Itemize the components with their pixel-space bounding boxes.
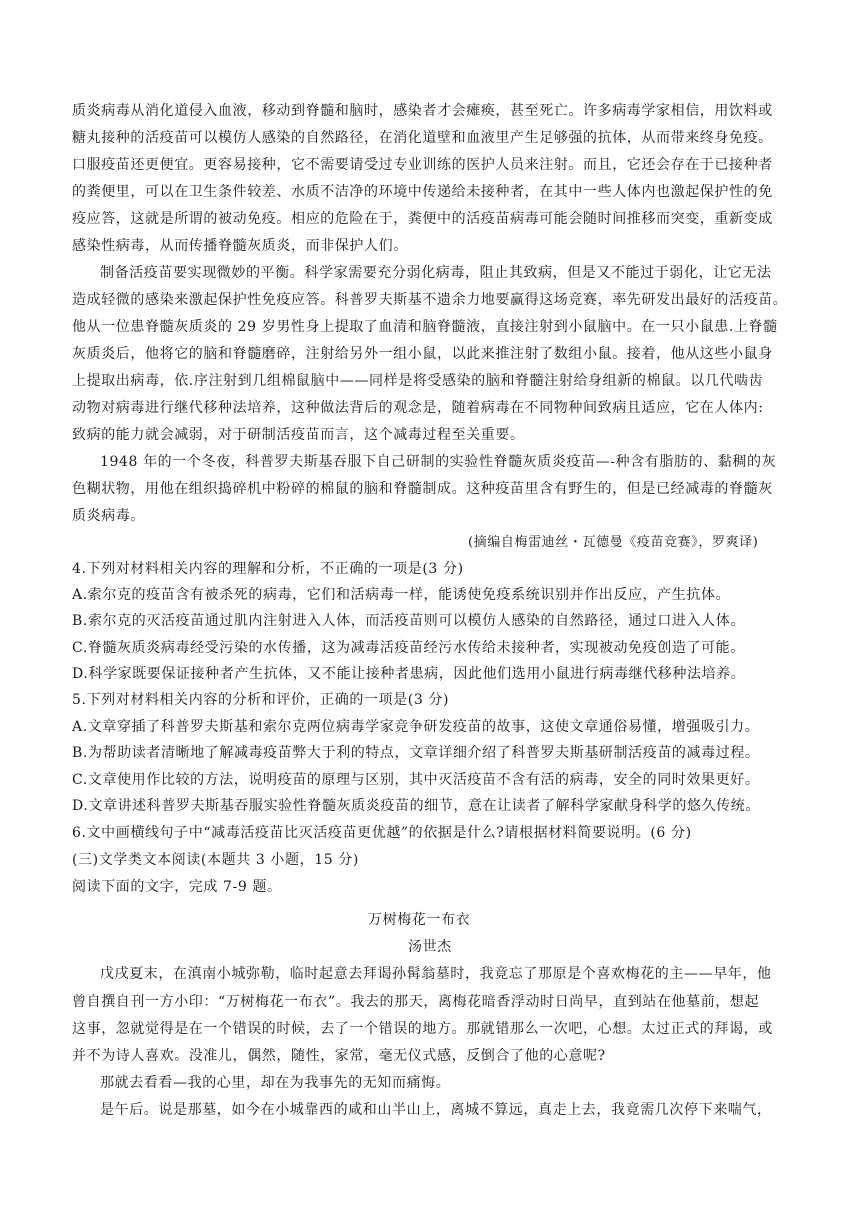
article-p2-line: 动物对病毒进行继代移种法培养，这种做法背后的观念是，随着病毒在不同物种间致病且适应，它在人体内: bbox=[72, 400, 764, 416]
story-p1-line: 并不为诗人喜欢。没准儿，偶然，随性，家常，毫无仪式感，反倒合了他的心意呢? bbox=[72, 1048, 606, 1064]
article-p1-line: 疫应答，这就是所谓的被动免疫。相应的危险在于，粪便中的活疫苗病毒可能会随时间推移而突变，重新变成 bbox=[72, 211, 773, 227]
question-4-option-a: A.索尔克的疫苗含有被杀死的病毒，它们和活病毒一样，能诱使免疫系统识别并作出反应，产生抗体。 bbox=[72, 587, 731, 603]
article-p2-line: 致病的能力就会减弱，对于研制活疫苗而言，这个减毒过程至关重要。 bbox=[72, 427, 525, 443]
question-5-stem: 5.下列对材料相关内容的分析和评价，正确的一项是(3 分) bbox=[72, 692, 450, 708]
question-5-option-d: D.文章讲述科普罗夫斯基吞服实验性脊髓灰质炎疫苗的细节，意在让读者了解科学家献身科学的悠久传统。 bbox=[72, 798, 760, 814]
article-p2-line: 灰质炎后，他将它的脑和脊髓磨碎，注射给另外一组小鼠，以此来推注射了数组小鼠。接着，他从这些小鼠身 bbox=[72, 346, 773, 362]
article-p2-line: 造成轻微的感染来激起保护性免疫应答。科普罗夫斯基不遗余力地要赢得这场竞赛，率先研发出最好的活疫苗。 bbox=[72, 292, 788, 308]
question-4-option-c: C.脊髓灰质炎病毒经受污染的水传播，这为减毒活疫苗经污水传给未接种者，实现被动免疫创造了可能。 bbox=[72, 640, 745, 656]
article-p1-line: 糖丸接种的活疫苗可以模仿人感染的自然路径，在消化道壁和血液里产生足够强的抗体，从而带来终身免疫。 bbox=[72, 130, 773, 146]
story-p2: 那就去看看—我的心里，却在为我事先的无知而痛悔。 bbox=[100, 1075, 451, 1091]
section-3-heading: (三)文学类文本阅读(本题共 3 小题，15 分) bbox=[72, 852, 359, 868]
story-p1-line: 曾自撰自刊一方小印：“万树梅花一布衣”。我去的那天，离梅花暗香浮动时日尚早，直到站在他墓前，想起 bbox=[72, 994, 760, 1010]
question-5-option-b: B.为帮助读者清晰地了解减毒疫苗弊大于利的特点，文章详细介绍了科普罗夫斯基研制活疫苗的减毒过程。 bbox=[72, 745, 760, 761]
article-p2-line: 他从一位患脊髓灰质炎的 29 岁男性身上提取了血清和脑脊髓液，直接注射到小鼠脑中。在一只小鼠患.上脊髓 bbox=[72, 319, 778, 335]
article-p3-line: 质炎病毒。 bbox=[72, 508, 145, 524]
story-p1-line: 戊戌夏末，在滇南小城弥勒，临时起意去拜谒孙髯翁墓时，我竟忘了那原是个喜欢梅花的主——早年，他 bbox=[100, 966, 772, 982]
article-p1-line: 感染性病毒，从而传播脊髓灰质炎，而非保护人们。 bbox=[72, 238, 408, 254]
article-p3-line: 1948 年的一个冬夜，科普罗夫斯基吞服下自己研制的实验性脊髓灰质炎疫苗—-种含有脂肪的、黏稠的灰 bbox=[100, 454, 777, 470]
question-5-option-a: A.文章穿插了科普罗夫斯基和索尔克两位病毒学家竞争研发疫苗的故事，这使文章通俗易懂，增强吸引力。 bbox=[72, 719, 760, 735]
source-attribution: (摘编自梅雷迪丝・瓦德曼《疫苗竞赛》，罗爽译) bbox=[468, 535, 759, 550]
article-p2-line: 制备活疫苗要实现微妙的平衡。科学家需要充分弱化病毒，阻止其致病，但是又不能过于弱化，让它无法 bbox=[100, 265, 772, 281]
story-p3-line: 是午后。说是那墓，如今在小城靠西的咸和山半山上，离城不算远，真走上去，我竟需几次停下来喘气， bbox=[100, 1102, 772, 1118]
article-p3-line: 色糊状物，用他在组织捣碎机中粉碎的棉鼠的脑和脊髓制成。这种疫苗里含有野生的，但是已经减毒的脊髓灰 bbox=[72, 481, 773, 497]
question-6: 6.文中画横线句子中“减毒活疫苗比灭活疫苗更优越”的依据是什么?请根据材料简要说明。(6 分) bbox=[72, 825, 692, 841]
article-p2-line: 上提取出病毒，依.序注射到几组棉鼠脑中——同样是将受感染的脑和脊髓注射给身组新的棉鼠。以几代啮齿 bbox=[72, 373, 764, 389]
article-p1-line: 口服疫苗还更便宜。更容易接种，它不需要请受过专业训练的医护人员来注射。而且，它还会存在于已接种者 bbox=[72, 157, 773, 173]
question-4-stem: 4.下列对材料相关内容的理解和分析，不正确的一项是(3 分) bbox=[72, 561, 464, 577]
article-p1-line: 的粪便里，可以在卫生条件较差、水质不洁净的环境中传递给未接种者，在其中一些人体内也激起保护性的免 bbox=[72, 184, 773, 200]
article-p1-line: 质炎病毒从消化道侵入血液，移动到脊髓和脑时，感染者才会瘫痪，甚至死亡。许多病毒学家相信，用饮料或 bbox=[72, 103, 773, 119]
question-4-option-b: B.索尔克的灭活疫苗通过肌内注射进入人体，而活疫苗则可以模仿人感染的自然路径，通过口进入人体。 bbox=[72, 613, 745, 629]
question-4-option-d: D.科学家既要保证接种者产生抗体，又不能让接种者患病，因此他们选用小鼠进行病毒继代移种法培养。 bbox=[72, 666, 746, 682]
story-p1-line: 这事，忽就觉得是在一个错误的时候，去了一个错误的地方。那就错那么一次吧，心想。太过正式的拜谒，或 bbox=[72, 1021, 773, 1037]
story-title: 万树梅花一布衣 bbox=[368, 912, 471, 928]
story-author: 汤世杰 bbox=[408, 939, 452, 955]
question-5-option-c: C.文章使用作比较的方法，说明疫苗的原理与区别，其中灭活疫苗不含有活的病毒，安全的同时效果更好。 bbox=[72, 772, 760, 788]
section-3-instruction: 阅读下面的文字，完成 7-9 题。 bbox=[72, 879, 282, 895]
